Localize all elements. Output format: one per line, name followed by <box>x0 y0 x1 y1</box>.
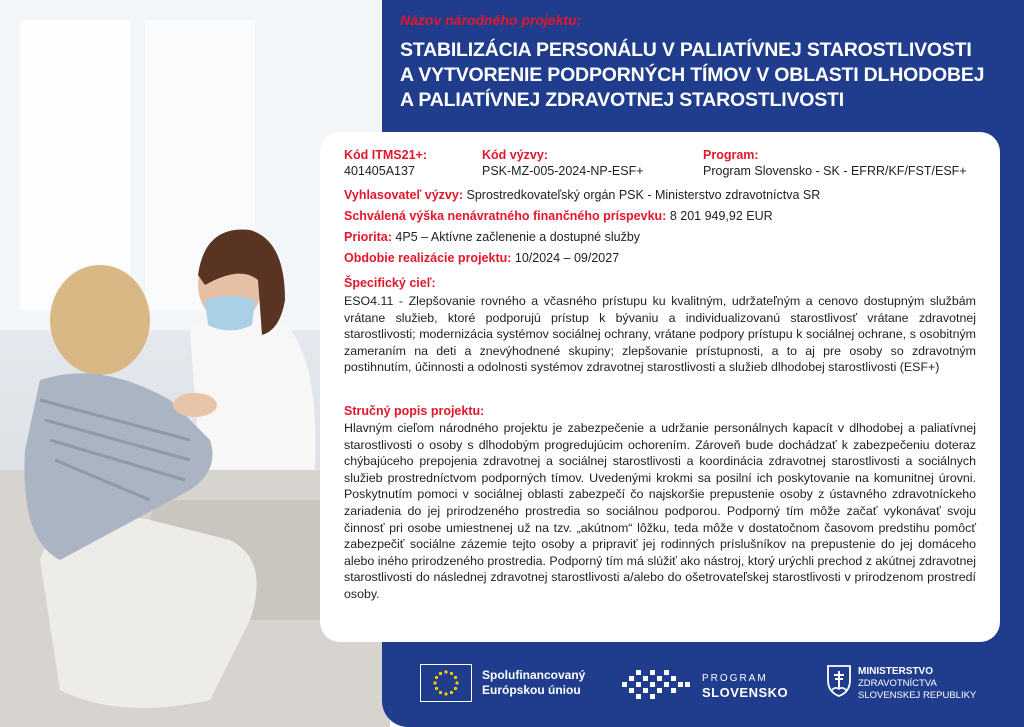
field-grant-amount <box>344 208 773 224</box>
program-slovensko-text <box>702 672 788 700</box>
project-title-line: STABILIZÁCIA PERSONÁLU V PALIATÍVNEJ STAROSTLIVOSTI <box>400 39 972 61</box>
ministry-text <box>858 666 976 702</box>
call-code-value: PSK-MZ-005-2024-NP-ESF+ <box>482 164 644 178</box>
project-title-line: A PALIATÍVNEJ ZDRAVOTNEJ STAROSTLIVOSTI <box>400 89 844 111</box>
project-name-label: Názov národného projektu: <box>400 12 582 28</box>
itms-value: 401405A137 <box>344 164 415 178</box>
slovak-coat-of-arms-icon <box>826 664 852 698</box>
field-period <box>344 250 619 266</box>
objective-heading: Špecifický cieľ: <box>344 276 436 290</box>
call-code-label: Kód výzvy: <box>482 148 548 162</box>
program-value: Program Slovensko - SK - EFRR/KF/FST/ESF+ <box>703 164 967 178</box>
ministry-line: MINISTERSTVO <box>858 666 934 677</box>
eu-line: Spolufinancovaný <box>482 668 586 682</box>
program-line: SLOVENSKO <box>702 685 789 700</box>
field-priority <box>344 229 640 245</box>
field-label: Obdobie realizácie projektu: <box>344 251 512 265</box>
description-heading: Stručný popis projektu: <box>344 404 485 418</box>
field-label: Vyhlasovateľ výzvy: <box>344 188 464 202</box>
eu-stars-icon <box>421 665 471 701</box>
eu-line: Európskou úniou <box>482 683 581 697</box>
program-slovensko-icon <box>620 664 698 704</box>
field-label: Priorita: <box>344 230 392 244</box>
field-label: Schválená výška nenávratného finančného príspevku: <box>344 209 667 223</box>
eu-flag-logo <box>420 664 472 702</box>
description-text: Hlavným cieľom národného projektu je zabezpečenie a udržanie personálnych kapacít v dlhodobej a paliatívnej starostlivosti o osoby s dlhodobým progredujúcim ochorením. Zároveň bude dochádzať k zabezpečeniu doteraz chýbajúceho prepojenia zdravotnej a sociálnej starostlivosti a koordinácia zdravotnej starostlivosti a sociálnych služieb prostredníctvom podporných tímov. Uvedenými krokmi sa posilní ich poskytovanie na komunitnej úrovni. Poskytnutím pomoci v sociálnej oblasti zabezpečí čo najskoršie prepustenie osoby z ústavného zdravotníckeho zariadenia do jej prirodzeného prostredia so sociálnou podporou. Podporný tím môže začať vykonávať svoju činnosť pri osobe umiestnenej už na tzv. „akútnom“ lôžku, teda môže v dostatočnom časovom predstihu pomôcť zabezpečiť sociálne zázemie tejto osoby a pripraviť jej rodinných príslušníkov na prepustenie do jej domáceho alebo iného prirodzeného prostredia. Podporný tím má slúžiť ako nástroj, ktorý urýchli prechod z akútnej zdravotnej starostlivosti do následnej zdravotnej starostlivosti a/alebo do ošetrovateľskej starostlivosti v prirodzenom prostredí osoby. <box>344 421 976 601</box>
program-line: PROGRAM <box>702 673 768 684</box>
field-value: 4P5 – Aktívne začlenenie a dostupné služby <box>395 230 641 244</box>
field-announcer <box>344 187 820 203</box>
project-title-line: A VYTVORENIE PODPORNÝCH TÍMOV V OBLASTI DLHODOBEJ <box>400 64 985 86</box>
ministry-line: ZDRAVOTNÍCTVA <box>858 678 937 689</box>
field-value: 8 201 949,92 EUR <box>669 209 773 223</box>
project-title <box>400 38 1010 113</box>
ministry-line: SLOVENSKEJ REPUBLIKY <box>858 690 977 701</box>
eu-cofinanced-text <box>482 668 585 698</box>
itms-label: Kód ITMS21+: <box>344 148 427 162</box>
field-value: 10/2024 – 09/2027 <box>514 251 620 265</box>
program-label: Program: <box>703 148 759 162</box>
objective-text: ESO4.11 - Zlepšovanie rovného a včasného prístupu ku kvalitným, udržateľným a cenovo dostupným službám vrátane služieb, ktoré podporujú prístup k bývaniu a individualizovanú starostlivosť vrátane zdravotnej starostlivosti; modernizácia systémov sociálnej ochrany, vrátane podpory prístupu k sociálnej ochrane, s osobitným zameraním na deti a znevýhodnené skupiny; zlepšovanie prístupnosti, a to aj pre osoby so zdravotným postihnutím, účinnosti a odolnosti systémov zdravotnej starostlivosti a služieb dlhodobej starostlivosti (ESF+) <box>344 294 976 375</box>
field-value: Sprostredkovateľský orgán PSK - Ministerstvo zdravotníctva SR <box>466 188 821 202</box>
